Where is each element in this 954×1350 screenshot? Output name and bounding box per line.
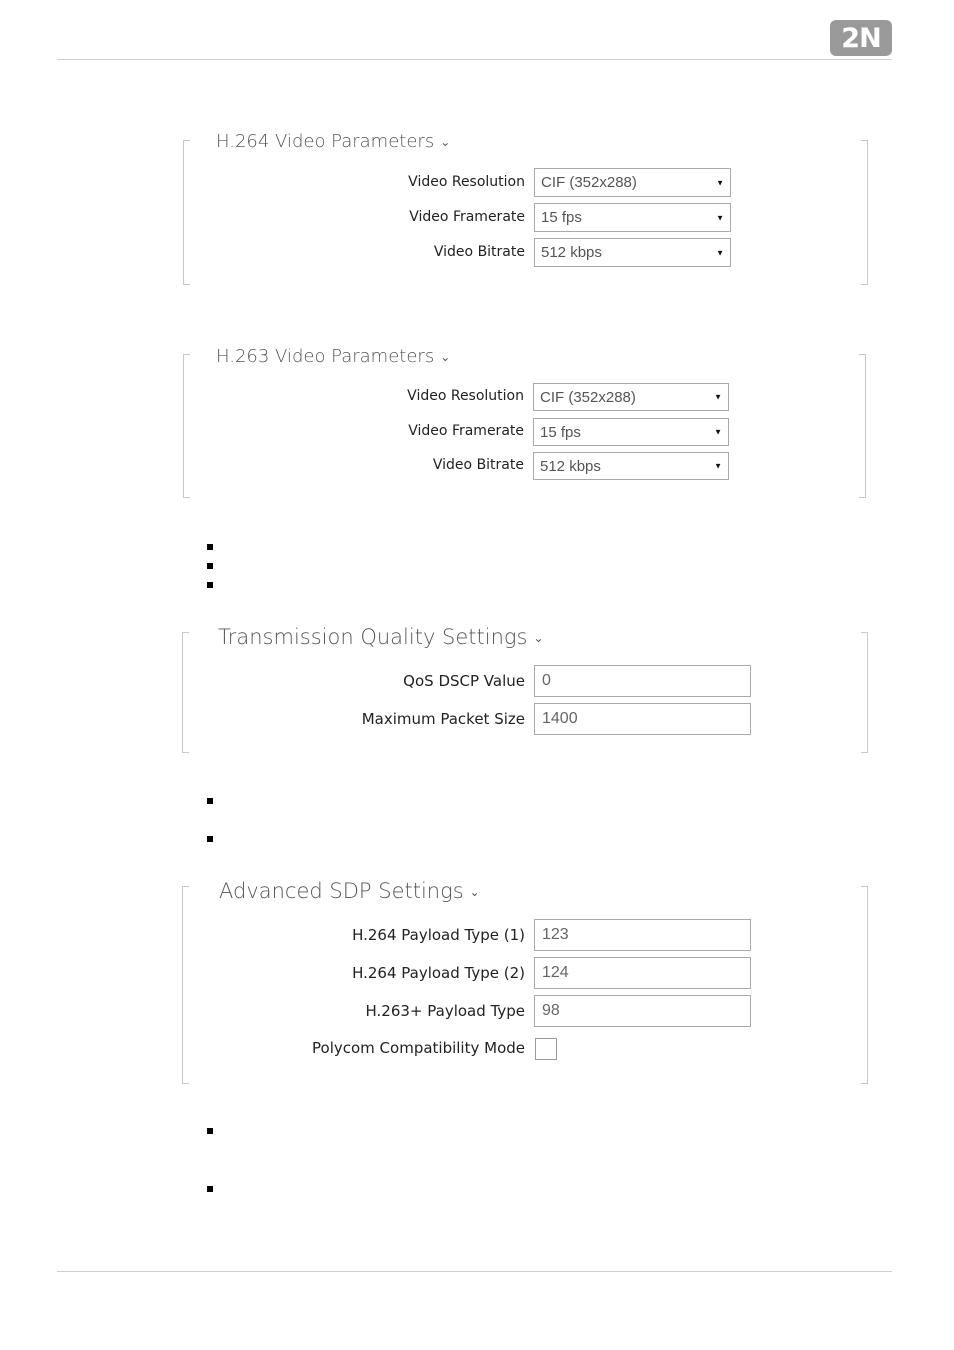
h264-title-text: H.264 Video Parameters — [216, 131, 435, 152]
list-bullet — [207, 563, 213, 569]
polycom-compatibility-mode-checkbox[interactable] — [535, 1038, 557, 1060]
video-resolution-select[interactable] — [533, 383, 729, 411]
polycom-compatibility-mode-label: Polycom Compatibility Mode — [312, 1039, 525, 1057]
form-row — [183, 383, 866, 411]
video-bitrate-label: Video Bitrate — [433, 244, 525, 260]
form-row — [183, 452, 866, 480]
list-bullet — [207, 544, 213, 550]
select-value: CIF (352x288) — [541, 174, 637, 191]
video-bitrate-select[interactable] — [533, 452, 729, 480]
h264-video-parameters-panel — [183, 131, 868, 285]
triangle-down-icon: ▼ — [714, 392, 722, 402]
form-row — [182, 957, 868, 989]
h264-payload-type-2-input[interactable]: 124 — [534, 957, 751, 989]
list-bullet — [207, 798, 213, 804]
h263-section-title[interactable] — [216, 346, 450, 367]
h263-video-parameters-panel — [183, 346, 866, 498]
advanced-sdp-panel — [182, 879, 868, 1084]
advanced-sdp-title[interactable] — [219, 879, 480, 903]
form-row — [182, 995, 868, 1027]
form-row — [182, 1037, 868, 1061]
triangle-down-icon: ▼ — [716, 213, 724, 222]
chevron-down-icon[interactable]: ⌄ — [440, 350, 451, 364]
h263-title-text: H.263 Video Parameters — [216, 346, 435, 367]
chevron-down-icon[interactable]: ⌄ — [440, 135, 451, 149]
select-value: 512 kbps — [540, 457, 601, 475]
select-value: 512 kbps — [541, 244, 602, 261]
select-value: CIF (352x288) — [540, 388, 636, 406]
2n-logo: 2N — [830, 20, 892, 56]
video-bitrate-select[interactable] — [534, 238, 731, 267]
qos-dscp-value-label: QoS DSCP Value — [403, 672, 525, 690]
list-bullet — [207, 836, 213, 842]
video-bitrate-label: Video Bitrate — [432, 457, 524, 473]
triangle-down-icon: ▼ — [716, 248, 724, 257]
qos-dscp-value-input[interactable]: 0 — [534, 665, 751, 697]
h264-payload-type-1-label: H.264 Payload Type (1) — [352, 926, 525, 944]
form-row — [183, 418, 866, 446]
video-framerate-label: Video Framerate — [408, 423, 524, 439]
maximum-packet-size-label: Maximum Packet Size — [361, 710, 525, 728]
h263-plus-payload-type-input[interactable]: 98 — [534, 995, 751, 1027]
triangle-down-icon: ▼ — [714, 427, 722, 437]
h264-section-title[interactable] — [216, 131, 450, 152]
list-bullet — [207, 1128, 213, 1134]
form-row — [182, 703, 868, 735]
form-row — [182, 665, 868, 697]
video-framerate-label: Video Framerate — [409, 209, 525, 225]
video-framerate-select[interactable] — [534, 203, 731, 232]
chevron-down-icon[interactable]: ⌄ — [469, 885, 480, 899]
list-bullet — [207, 1186, 213, 1192]
h264-payload-type-1-input[interactable]: 123 — [534, 919, 751, 951]
select-value: 15 fps — [540, 423, 581, 441]
header-divider — [57, 59, 892, 60]
quality-title-text: Transmission Quality Settings — [218, 625, 528, 649]
maximum-packet-size-input[interactable]: 1400 — [534, 703, 751, 735]
form-row — [182, 919, 868, 951]
video-resolution-label: Video Resolution — [408, 174, 525, 190]
list-bullet — [207, 582, 213, 588]
transmission-quality-title[interactable] — [218, 625, 544, 649]
footer-divider — [57, 1271, 892, 1272]
video-framerate-select[interactable] — [533, 418, 729, 446]
triangle-down-icon: ▼ — [714, 461, 722, 471]
select-value: 15 fps — [541, 209, 582, 226]
triangle-down-icon: ▼ — [716, 178, 724, 187]
form-row — [183, 203, 868, 232]
chevron-down-icon[interactable]: ⌄ — [533, 631, 544, 645]
form-row — [183, 168, 868, 197]
form-row — [183, 238, 868, 267]
h263-plus-payload-type-label: H.263+ Payload Type — [365, 1002, 525, 1020]
transmission-quality-panel — [182, 625, 868, 753]
h264-payload-type-2-label: H.264 Payload Type (2) — [352, 964, 525, 982]
video-resolution-select[interactable] — [534, 168, 731, 197]
video-resolution-label: Video Resolution — [407, 388, 524, 404]
sdp-title-text: Advanced SDP Settings — [219, 879, 464, 903]
